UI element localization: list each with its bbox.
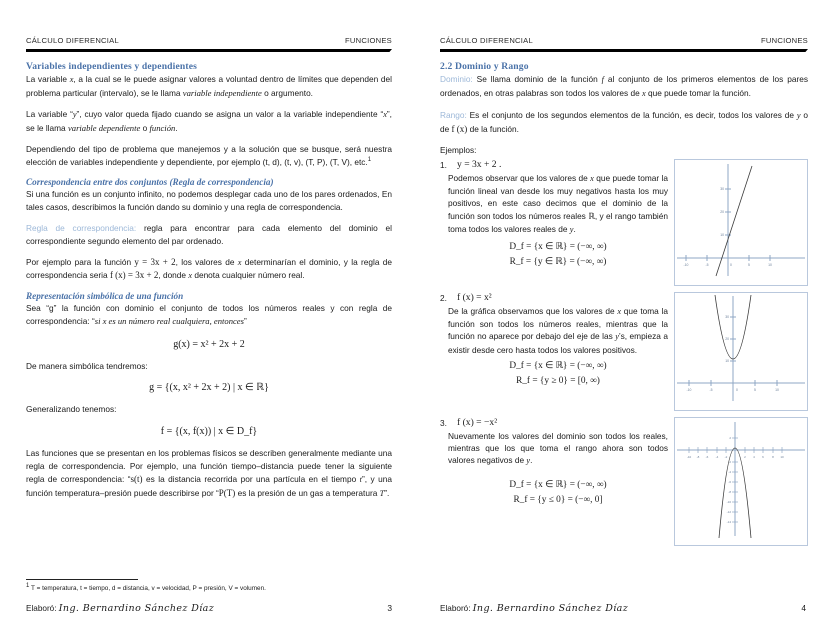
example-1-text <box>440 159 668 270</box>
page-number: 4 <box>801 603 806 613</box>
text-frag: Por ejemplo para la función <box>26 256 135 267</box>
svg-text:-4: -4 <box>728 469 731 474</box>
text-frag: . <box>530 455 533 466</box>
svg-text:-12: -12 <box>726 509 731 514</box>
text-frag: Nuevamente los valores del dominio son todos los reales, mientras que los que toma el rango ahora son todos valores negativos de <box>448 430 668 466</box>
footnote-marker: 1 <box>26 582 30 589</box>
paragraph-dominio <box>440 73 808 101</box>
math-x: x <box>617 306 622 316</box>
graph-parabola-up <box>674 292 808 411</box>
text-frag: Dependiendo del tipo de problema que manejemos y a la solución que se busque, será nuestra elección de variables independiente y dependiente, por ejemplo (t, d), (t, v), (T, P), (T, V), etc. <box>26 144 392 168</box>
footer-signature: Ing. Bernardino Sánchez Díaz <box>472 603 629 614</box>
label-ejemplos: Ejemplos: <box>440 144 477 155</box>
example-2-number: 2. <box>440 292 447 303</box>
example-1-range: R_f = {y ∈ ℝ} = (−∞, ∞) <box>509 256 607 267</box>
example-3-text <box>440 417 668 508</box>
example-3-number: 3. <box>440 417 447 428</box>
header-rule <box>440 49 808 52</box>
paragraph-sea-g <box>26 302 392 328</box>
page-header <box>440 36 808 47</box>
text-frag: que toma la función son todos los números reales, mientras que la función no aparece por debajo del eje de las <box>448 305 668 342</box>
text-frag: al conjunto de los primeros elementos de los pares ordenados, en otras palabras son todos los valores de <box>440 74 808 98</box>
text-frag: , donde <box>158 270 189 281</box>
math-y: y <box>615 332 619 342</box>
text-frag: La variable “ <box>26 109 73 120</box>
svg-text:-10: -10 <box>726 499 731 504</box>
page-footer <box>26 603 392 614</box>
text-frag: ”. <box>384 487 390 498</box>
page-header <box>26 36 392 47</box>
graph-parabola-down <box>674 417 808 546</box>
lead-dominio: Dominio: <box>440 74 473 84</box>
svg-text:10: 10 <box>780 454 784 459</box>
math-x: x <box>590 173 594 183</box>
text-frag: denota cualquier número real. <box>192 270 305 281</box>
svg-text:8: 8 <box>772 454 774 459</box>
footnote-text <box>26 583 392 592</box>
svg-text:0: 0 <box>730 262 732 267</box>
svg-text:-8: -8 <box>696 454 700 459</box>
svg-text:20: 20 <box>720 209 724 214</box>
example-2-formula: f (x) = x² <box>457 291 492 303</box>
text-frag: Podemos observar que los valores de <box>448 172 591 183</box>
footer-signature: Ing. Bernardino Sánchez Díaz <box>58 603 215 614</box>
footer-author-label: Elaboró: <box>440 604 471 613</box>
text-frag: , y el rango también toma todos los valores reales de <box>448 210 669 235</box>
text-frag: ” <box>243 316 247 327</box>
math-y: y <box>796 110 801 120</box>
emph-si-x-real: si x es un número real cualquiera, entonces <box>94 316 244 327</box>
graph-parabola-down-svg <box>675 418 807 540</box>
paragraph-ejemplo-funcion <box>26 256 392 284</box>
header-left-title: CÁLCULO DIFERENCIAL <box>440 36 533 45</box>
math-x: x <box>642 88 646 98</box>
svg-text:-2: -2 <box>724 454 728 459</box>
text-frag: o de <box>440 109 809 134</box>
lead-rango: Rango: <box>440 109 467 120</box>
svg-text:-14: -14 <box>726 519 731 524</box>
text-frag: que puede tomar la función lineal van desde los muy negativos hasta los muy positivos, en este caso decimos que el dominio de la función son todos los números reales <box>448 172 668 221</box>
math-y: y <box>72 110 77 120</box>
emph-funcion: función <box>149 123 176 134</box>
text-frag: o <box>140 123 150 134</box>
text-frag: La variable <box>26 74 70 84</box>
text-frag: Las funciones que se presentan en los problemas físicos se describen generalmente mediante una regla de correspondencia. Por ejemplo, una función tiempo–distancia puede tener la siguiente regla de correspondencia: “ <box>26 448 392 484</box>
equation-g-of-x: g(x) = x² + 2x + 2 <box>173 338 245 350</box>
svg-text:10: 10 <box>775 387 779 392</box>
svg-text:-4: -4 <box>715 454 719 459</box>
math-t: t <box>359 474 362 484</box>
example-3-domain: D_f = {x ∈ ℝ} = (−∞, ∞) <box>509 479 607 490</box>
example-3 <box>440 417 808 546</box>
text-frag: determinarían el dominio, y la regla de correspondencia seria <box>26 256 393 281</box>
svg-text:2: 2 <box>744 454 746 459</box>
header-right-title: FUNCIONES <box>761 36 808 45</box>
footnote-body: T = temperatura, t = tiempo, d = distancia, v = velocidad, P = presión, V = volumen. <box>31 585 266 592</box>
footnote-ref: 1 <box>367 157 372 164</box>
text-frag: De la gráfica observamos que los valores de <box>448 305 618 316</box>
paragraph-variable-independiente <box>26 73 392 100</box>
svg-text:-8: -8 <box>728 489 731 494</box>
paragraph-rango <box>440 109 808 137</box>
math-y-3x2: y = 3x + 2 <box>134 256 176 267</box>
text-frag: , a la cual se le puede asignar valores a voluntad dentro de límites que dependen del problema particular (intervalo), se le llama <box>26 74 392 98</box>
math-f-of-x: f (x) <box>451 123 468 134</box>
example-2-domain: D_f = {x ∈ ℝ} = (−∞, ∞) <box>509 361 607 372</box>
svg-text:-6: -6 <box>728 479 731 484</box>
graph-linear-svg <box>675 160 807 280</box>
math-y: y <box>526 456 531 466</box>
math-x: x <box>188 271 193 281</box>
svg-text:-5: -5 <box>705 262 709 267</box>
math-T: T <box>379 488 385 498</box>
text-frag: ’s, empieza a existir desde cero hasta todos los valores positivos. <box>448 331 668 355</box>
text-frag: , los valores de <box>175 256 238 267</box>
text-frag: es la distancia recorrida por una partícula en el tiempo <box>142 473 360 484</box>
example-2-text <box>440 292 668 390</box>
page-footer <box>440 603 806 614</box>
text-frag: regla para encontrar para cada elemento del dominio el correspondiente segundo elemento del par ordenado. <box>26 222 392 246</box>
example-1-formula: y = 3x + 2 . <box>457 158 502 170</box>
svg-text:6: 6 <box>762 454 764 459</box>
text-frag: Es el conjunto de los segundos elementos de la función, es decir, todos los valores de <box>466 109 797 120</box>
svg-text:-5: -5 <box>709 387 713 392</box>
svg-text:-10: -10 <box>683 262 689 267</box>
example-1-body <box>440 172 668 237</box>
heading-variables-independientes: Variables independientes y dependientes <box>26 61 198 72</box>
svg-text:-10: -10 <box>686 454 692 459</box>
paragraph-regla-correspondencia <box>26 222 392 248</box>
text-frag: ”, se le llama <box>26 109 392 134</box>
paragraph-simbolica: De manera simbólica tendremos: <box>26 360 148 371</box>
math-x: x <box>69 75 74 84</box>
example-3-body <box>440 430 668 468</box>
text-frag: ”, cuyo valor queda fijado cuando se asigna un valor a la variable independiente “ <box>76 109 384 120</box>
page-number: 3 <box>387 603 392 613</box>
example-1 <box>440 159 808 286</box>
svg-text:4: 4 <box>753 454 755 459</box>
example-3-equations <box>440 478 668 508</box>
text-frag: Sea “g” la función con dominio el conjunto de todos los números reales y con regla de correspondencia: “ <box>26 303 392 327</box>
header-rule <box>26 49 392 52</box>
footer-author <box>26 603 214 614</box>
svg-text:5: 5 <box>754 387 756 392</box>
text-frag: que puede tomar la función. <box>645 87 751 98</box>
text-frag: . <box>573 224 576 235</box>
math-x: x <box>237 257 242 267</box>
footnote-rule <box>26 579 138 580</box>
svg-text:-10: -10 <box>686 387 692 392</box>
heading-representacion-simbolica: Representación simbólica de una función <box>26 291 184 302</box>
svg-text:-6: -6 <box>705 454 709 459</box>
svg-text:0: 0 <box>736 387 738 392</box>
math-f: f <box>601 75 604 84</box>
graph-parabola-up-svg <box>675 293 807 405</box>
footer-author <box>440 603 628 614</box>
example-1-equations <box>440 240 668 270</box>
example-1-domain: D_f = {x ∈ ℝ} = (−∞, ∞) <box>509 241 607 252</box>
header-right-title: FUNCIONES <box>345 36 392 45</box>
paragraph-variable-dependiente <box>26 108 392 135</box>
example-2-equations <box>440 359 668 389</box>
paragraph-conjunto-infinito: Si una función es un conjunto infinito, no podemos desplegar cada uno de los pares ordenados, En tales casos, describimos la función dando su dominio y una regla de correspondencia. <box>26 189 392 212</box>
example-3-range: R_f = {y ≤ 0} = (−∞, 0] <box>513 494 603 505</box>
math-s-of-t: s(t) <box>130 473 143 484</box>
emph-variable-dependiente: variable dependiente <box>67 123 141 134</box>
svg-text:10: 10 <box>725 358 729 363</box>
lead-regla-correspondencia: Regla de correspondencia: <box>26 222 137 233</box>
text-frag: ”, y una función temperatura–presión puede describirse por “ <box>26 473 392 498</box>
text-frag: . <box>175 123 178 134</box>
equation-f-set: f = {(x, f(x)) | x ∈ D_f} <box>160 426 258 438</box>
svg-text:5: 5 <box>748 262 750 267</box>
math-reals: ℝ <box>588 211 595 221</box>
example-3-formula: f (x) = −x² <box>457 416 498 428</box>
equation-g-set: g = {(x, x² + 2x + 2) | x ∈ ℝ} <box>149 382 269 394</box>
paragraph-problemas-fisicos <box>26 447 392 501</box>
footer-author-label: Elaboró: <box>26 604 57 613</box>
text-frag: es la presión de un gas a temperatura <box>235 487 380 498</box>
paragraph-generalizando: Generalizando tenemos: <box>26 404 117 415</box>
svg-text:20: 20 <box>725 336 729 341</box>
emph-variable-independiente: variable independiente <box>182 87 262 98</box>
math-x: x <box>383 110 387 120</box>
math-fx-3x2: f (x) = 3x + 2 <box>109 270 159 281</box>
header-left-title: CÁLCULO DIFERENCIAL <box>26 36 119 45</box>
example-2-range: R_f = {y ≥ 0} = [0, ∞) <box>516 376 600 387</box>
svg-text:30: 30 <box>725 314 729 319</box>
math-p-of-t: P(T) <box>218 487 236 498</box>
svg-text:-2: -2 <box>728 459 731 464</box>
svg-text:10: 10 <box>768 262 772 267</box>
svg-text:30: 30 <box>720 186 724 191</box>
text-frag: de la función. <box>467 123 519 134</box>
text-frag: o argumento. <box>261 87 313 98</box>
graph-linear <box>674 159 808 286</box>
example-2 <box>440 292 808 411</box>
paragraph-eleccion-variables <box>26 143 392 169</box>
heading-correspondencia: Correspondencia entre dos conjuntos (Regla de correspondencia) <box>26 177 274 188</box>
math-y: y <box>569 225 574 235</box>
page-4 <box>414 0 828 640</box>
svg-text:2: 2 <box>729 435 731 440</box>
example-2-body <box>440 305 668 357</box>
svg-text:10: 10 <box>720 232 724 237</box>
example-1-number: 1. <box>440 159 447 170</box>
footnote-block <box>26 579 392 592</box>
text-frag: Se llama dominio de la función <box>472 74 602 84</box>
heading-dominio-y-rango: 2.2 Dominio y Rango <box>440 61 529 72</box>
